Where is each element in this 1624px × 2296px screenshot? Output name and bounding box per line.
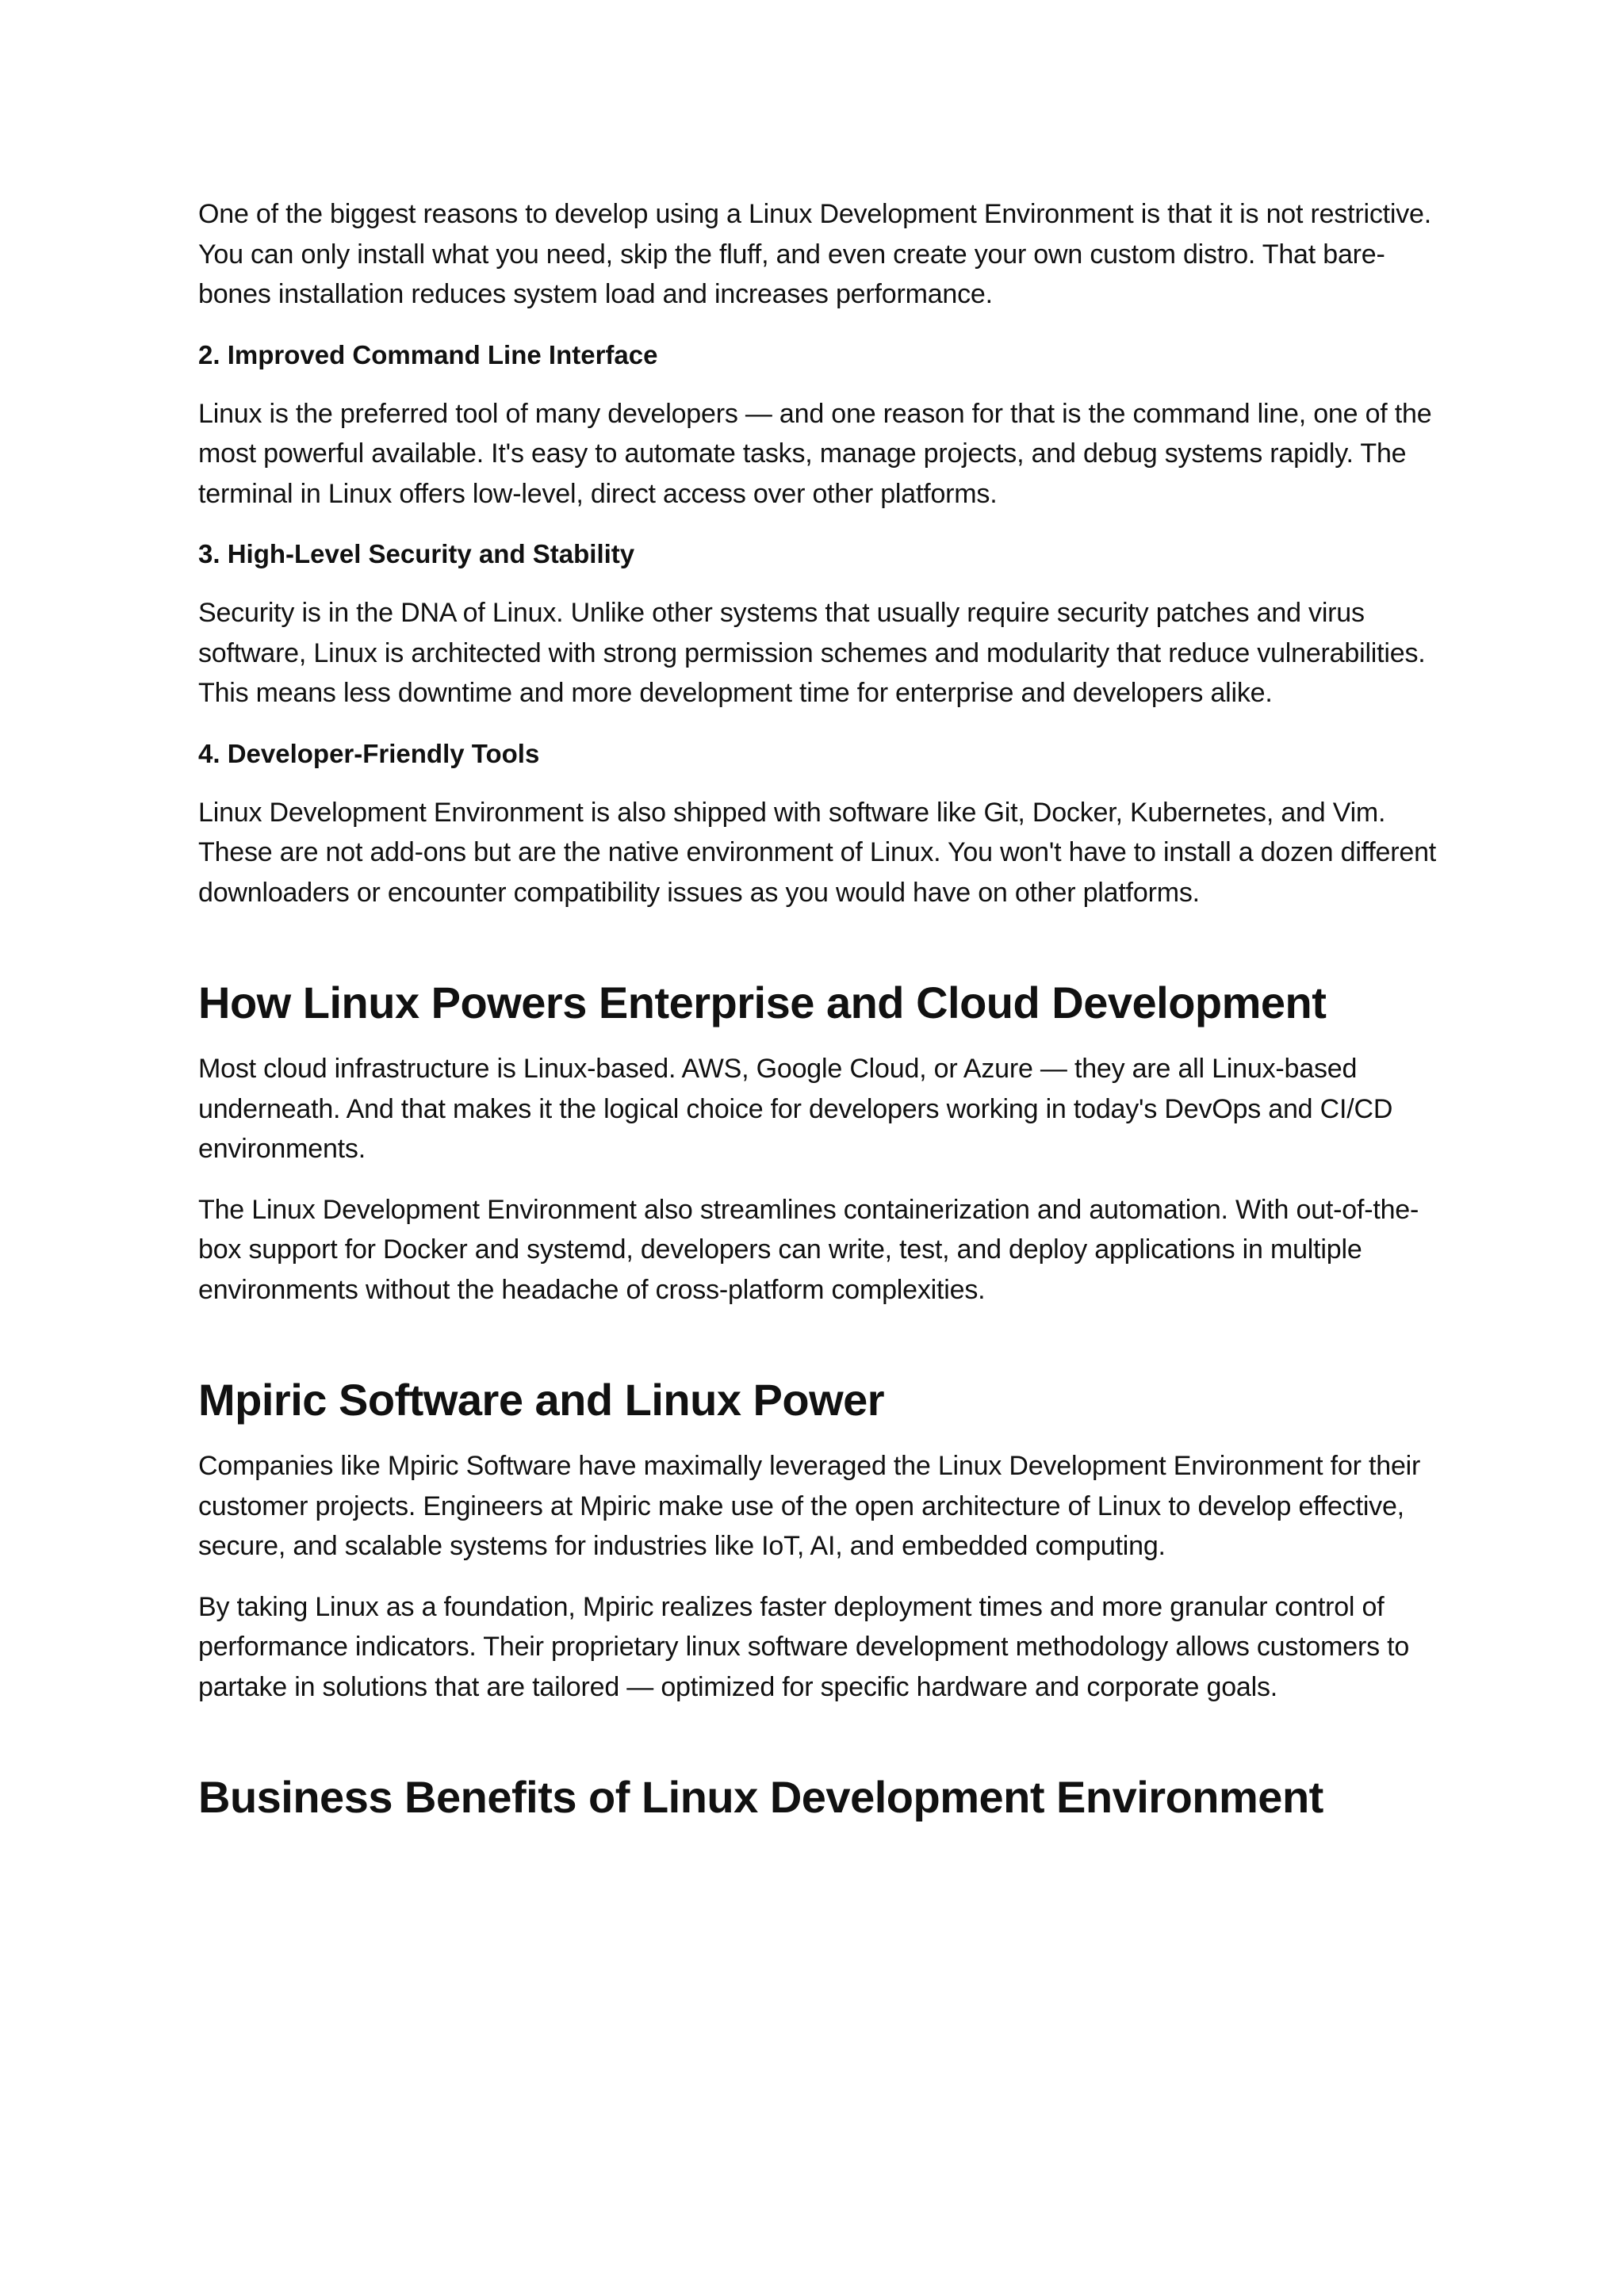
- section-heading: Business Benefits of Linux Development Environment: [198, 1772, 1323, 1822]
- point-paragraph: Security is in the DNA of Linux. Unlike other systems that usually require security patches and virus software, Linux is architected with strong permission schemes and modularity that reduce vulnerabilities. This means less downtime and more development time for enterprise and developers alike.: [198, 598, 1426, 708]
- point-heading: 2. Improved Command Line Interface: [198, 339, 658, 369]
- point-paragraph: Linux Development Environment is also shipped with software like Git, Docker, Kubernetes, and Vim. These are not add-ons but are the native environment of Linux. You won't have to install a dozen different downloaders or encounter compatibility issues as you would have on other platforms.: [198, 797, 1437, 908]
- section-enterprise-cloud: [198, 974, 1451, 1310]
- point-heading: 3. High-Level Security and Stability: [198, 539, 635, 568]
- section-paragraph: Most cloud infrastructure is Linux-based. AWS, Google Cloud, or Azure — they are all Linux-based underneath. And that makes it the logical choice for developers working in today's DevOps and CI/CD environments.: [198, 1054, 1393, 1164]
- point-heading: 4. Developer-Friendly Tools: [198, 738, 540, 768]
- section-business-benefits: [198, 1769, 1451, 1826]
- section-paragraph: By taking Linux as a foundation, Mpiric realizes faster deployment times and more granular control of performance indicators. Their proprietary linux software development methodology allows customers to partake in solutions that are tailored — optimized for specific hardware and corporate goals.: [198, 1591, 1410, 1702]
- intro-paragraph: One of the biggest reasons to develop using a Linux Development Environment is that it is not restrictive. You can only install what you need, skip the fluff, and even create your own custom distro. That bare-bones installation reduces system load and increases performance.: [198, 199, 1431, 309]
- section-mpiric-software: [198, 1372, 1451, 1707]
- document-page: [198, 194, 1451, 1843]
- benefit-point-2: [198, 335, 1451, 515]
- benefit-point-4: [198, 734, 1451, 913]
- section-heading: How Linux Powers Enterprise and Cloud Development: [198, 978, 1327, 1027]
- section-paragraph: The Linux Development Environment also streamlines containerization and automation. With out-of-the-box support for Docker and systemd, developers can write, test, and deploy applications in multiple environments without the headache of cross-platform complexities.: [198, 1194, 1419, 1305]
- point-paragraph: Linux is the preferred tool of many developers — and one reason for that is the command line, one of the most powerful available. It's easy to automate tasks, manage projects, and debug systems rapidly. The terminal in Linux offers low-level, direct access over other platforms.: [198, 398, 1432, 509]
- benefit-point-3: [198, 534, 1451, 714]
- section-heading: Mpiric Software and Linux Power: [198, 1375, 885, 1425]
- section-paragraph: Companies like Mpiric Software have maximally leveraged the Linux Development Environment for their customer projects. Engineers at Mpiric make use of the open architecture of Linux to develop effective, secure, and scalable systems for industries like IoT, AI, and embedded computing.: [198, 1451, 1421, 1561]
